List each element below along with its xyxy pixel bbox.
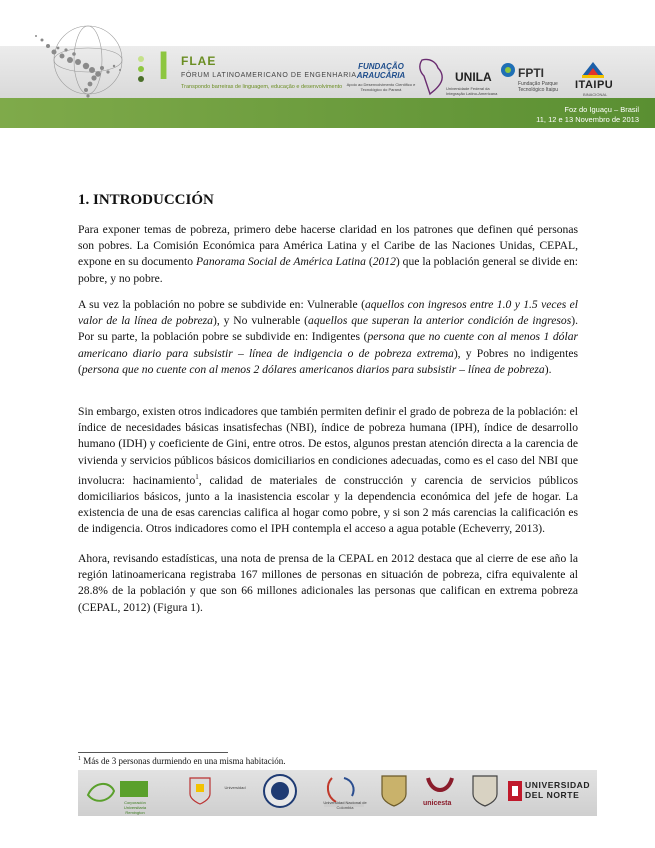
paragraph-2	[78, 297, 578, 378]
conference-header	[0, 0, 655, 128]
fundacao-araucaria-logo: FUNDAÇÃO ARAUCÁRIA	[356, 62, 406, 80]
crest-icon-gold	[378, 774, 410, 808]
event-acronym: FLAE	[181, 54, 217, 68]
text-run: Sin embargo, existen otros indicadores que también permiten definir el grado de pobreza de la población: el índice de necesidades básicas insatisfechas (NBI), índice de pobreza humana (IPH), índice de desarrollo humano (IDH) y coeficiente de Gini, entre otros. De estos, algunos prestan atención directa a la carencia de vivienda y servicios públicos básicos domiciliarios en condiciones adecuadas, como es el caso del NBI que involucra: hacinamiento	[78, 405, 578, 487]
text-run-italic: 2012	[372, 255, 396, 269]
event-location: Foz do Iguaçu – Brasil	[564, 105, 639, 114]
unila-logo: UNILA	[455, 70, 492, 84]
itaipu-icon	[580, 60, 606, 78]
footnote	[78, 756, 285, 766]
footnote-rule	[78, 752, 228, 753]
text-run-italic: aquellos que superan la anterior condición de ingresos	[308, 314, 572, 328]
text-run: ), y No vulnerable (	[212, 314, 309, 328]
fpti-desc: Fundação Parque Tecnológico Itaipu	[518, 81, 559, 93]
university-crest-icon-2	[188, 776, 212, 806]
remington-desc: Corporación Universitaria Remington	[123, 800, 147, 815]
university-seal-icon	[262, 773, 298, 809]
logo-dots	[138, 56, 144, 86]
crest-icon-dark	[470, 774, 500, 808]
text-run: A su vez la población no pobre se subdivide en: Vulnerable (	[78, 298, 365, 311]
text-run: , calidad de materiales de construcción y carencia de servicios públicos domiciliarios básicos, junto a la inasistencia escolar y la dependencia económica del jefe de hogar. La existencia de una de esas carencias califica al hogar como pobre, y si son 2 más carencias la calificación es de indigencia. Otros indicadores como el IPH contempla el acceso a agua potable (Echeverry, 2013).	[78, 473, 578, 536]
itaipu-logo: ITAIPU	[575, 79, 614, 91]
universidad-del-norte-logo	[525, 780, 590, 800]
latin-america-globe-icon	[28, 16, 140, 102]
unila-map-icon	[416, 56, 450, 96]
text-run: (	[365, 255, 373, 269]
unicesta-icon	[424, 774, 456, 798]
footnote-ref[interactable]: 1	[195, 472, 199, 481]
event-numeral: I	[158, 44, 170, 88]
section-title: 1. INTRODUCCIÓN	[78, 192, 214, 208]
unal-desc: Universidad Nacional de Colombia	[323, 800, 367, 810]
text-run: ).	[544, 362, 552, 376]
event-dates: 11, 12 e 13 Novembro de 2013	[536, 115, 639, 124]
event-full-name: FÓRUM LATINOAMERICANO DE ENGENHARIA	[181, 72, 357, 79]
text-run: ). Por su parte, la población pobre se subdivide en: Indigentes (	[78, 314, 578, 344]
text-run: ), y Pobres no indigentes (	[78, 346, 578, 376]
unicesta-logo: unicesta	[423, 800, 452, 807]
event-tagline: Transpondo barreiras de linguagem, educação e desenvolvimento	[181, 84, 343, 90]
text-run-italic: Panorama Social de América Latina	[195, 255, 366, 269]
text-run: Para exponer temas de pobreza, primero debe hacerse claridad en los patrones que definen qué personas son pobres. La Comisión Económica para América Latina y el Caribe de las Naciones Unidas, CEPAL, expone en su documento	[78, 223, 578, 269]
text-run-italic: persona que no cuente con al menos 1 dólar americano diario para subsistir – línea de indigencia o de pobreza extrema	[78, 330, 579, 360]
footnote-text: Más de 3 personas durmiendo en una misma habitación.	[81, 756, 286, 766]
paragraph-3	[78, 404, 578, 537]
paragraph-1	[78, 222, 578, 287]
universidad-del-norte-icon	[507, 780, 523, 802]
un-name-line-1: UNIVERSIDAD	[525, 780, 591, 790]
text-run: ) que la población general se divide en: pobre, y no pobre.	[78, 255, 578, 285]
text-run-italic: aquellos con ingresos entre 1.0 y 1.5 veces el valor de la línea de pobreza	[78, 298, 578, 328]
text-run-italic: persona que no cuente con al menos 2 dólares americanos diarios para subsistir – línea de pobreza	[81, 362, 545, 376]
itaipu-desc: BINACIONAL	[583, 92, 608, 97]
footnote-mark: 1	[78, 756, 81, 762]
paragraph-4: Ahora, revisando estadísticas, una nota de prensa de la CEPAL en 2012 destaca que al cierre de ese año la región latinoamericana registraba 167 millones de personas en situación de pobreza, cifra equivalente al 28.8% de la población y que son 66 millones adicionales las personas que califican en extrema pobreza (CEPAL, 2012) (Figura 1).	[78, 552, 578, 614]
fpti-icon	[500, 62, 516, 78]
university-3-desc: Universidad	[224, 785, 246, 790]
un-name-line-2: DEL NORTE	[525, 790, 580, 800]
fundacao-araucaria-desc: Apoio ao Desenvolvimento Científico e Tecnológico do Paraná	[346, 82, 416, 92]
unila-desc: Universidade Federal da Integração Latino-Americana	[446, 86, 498, 96]
fpti-logo: FPTI	[518, 66, 544, 80]
